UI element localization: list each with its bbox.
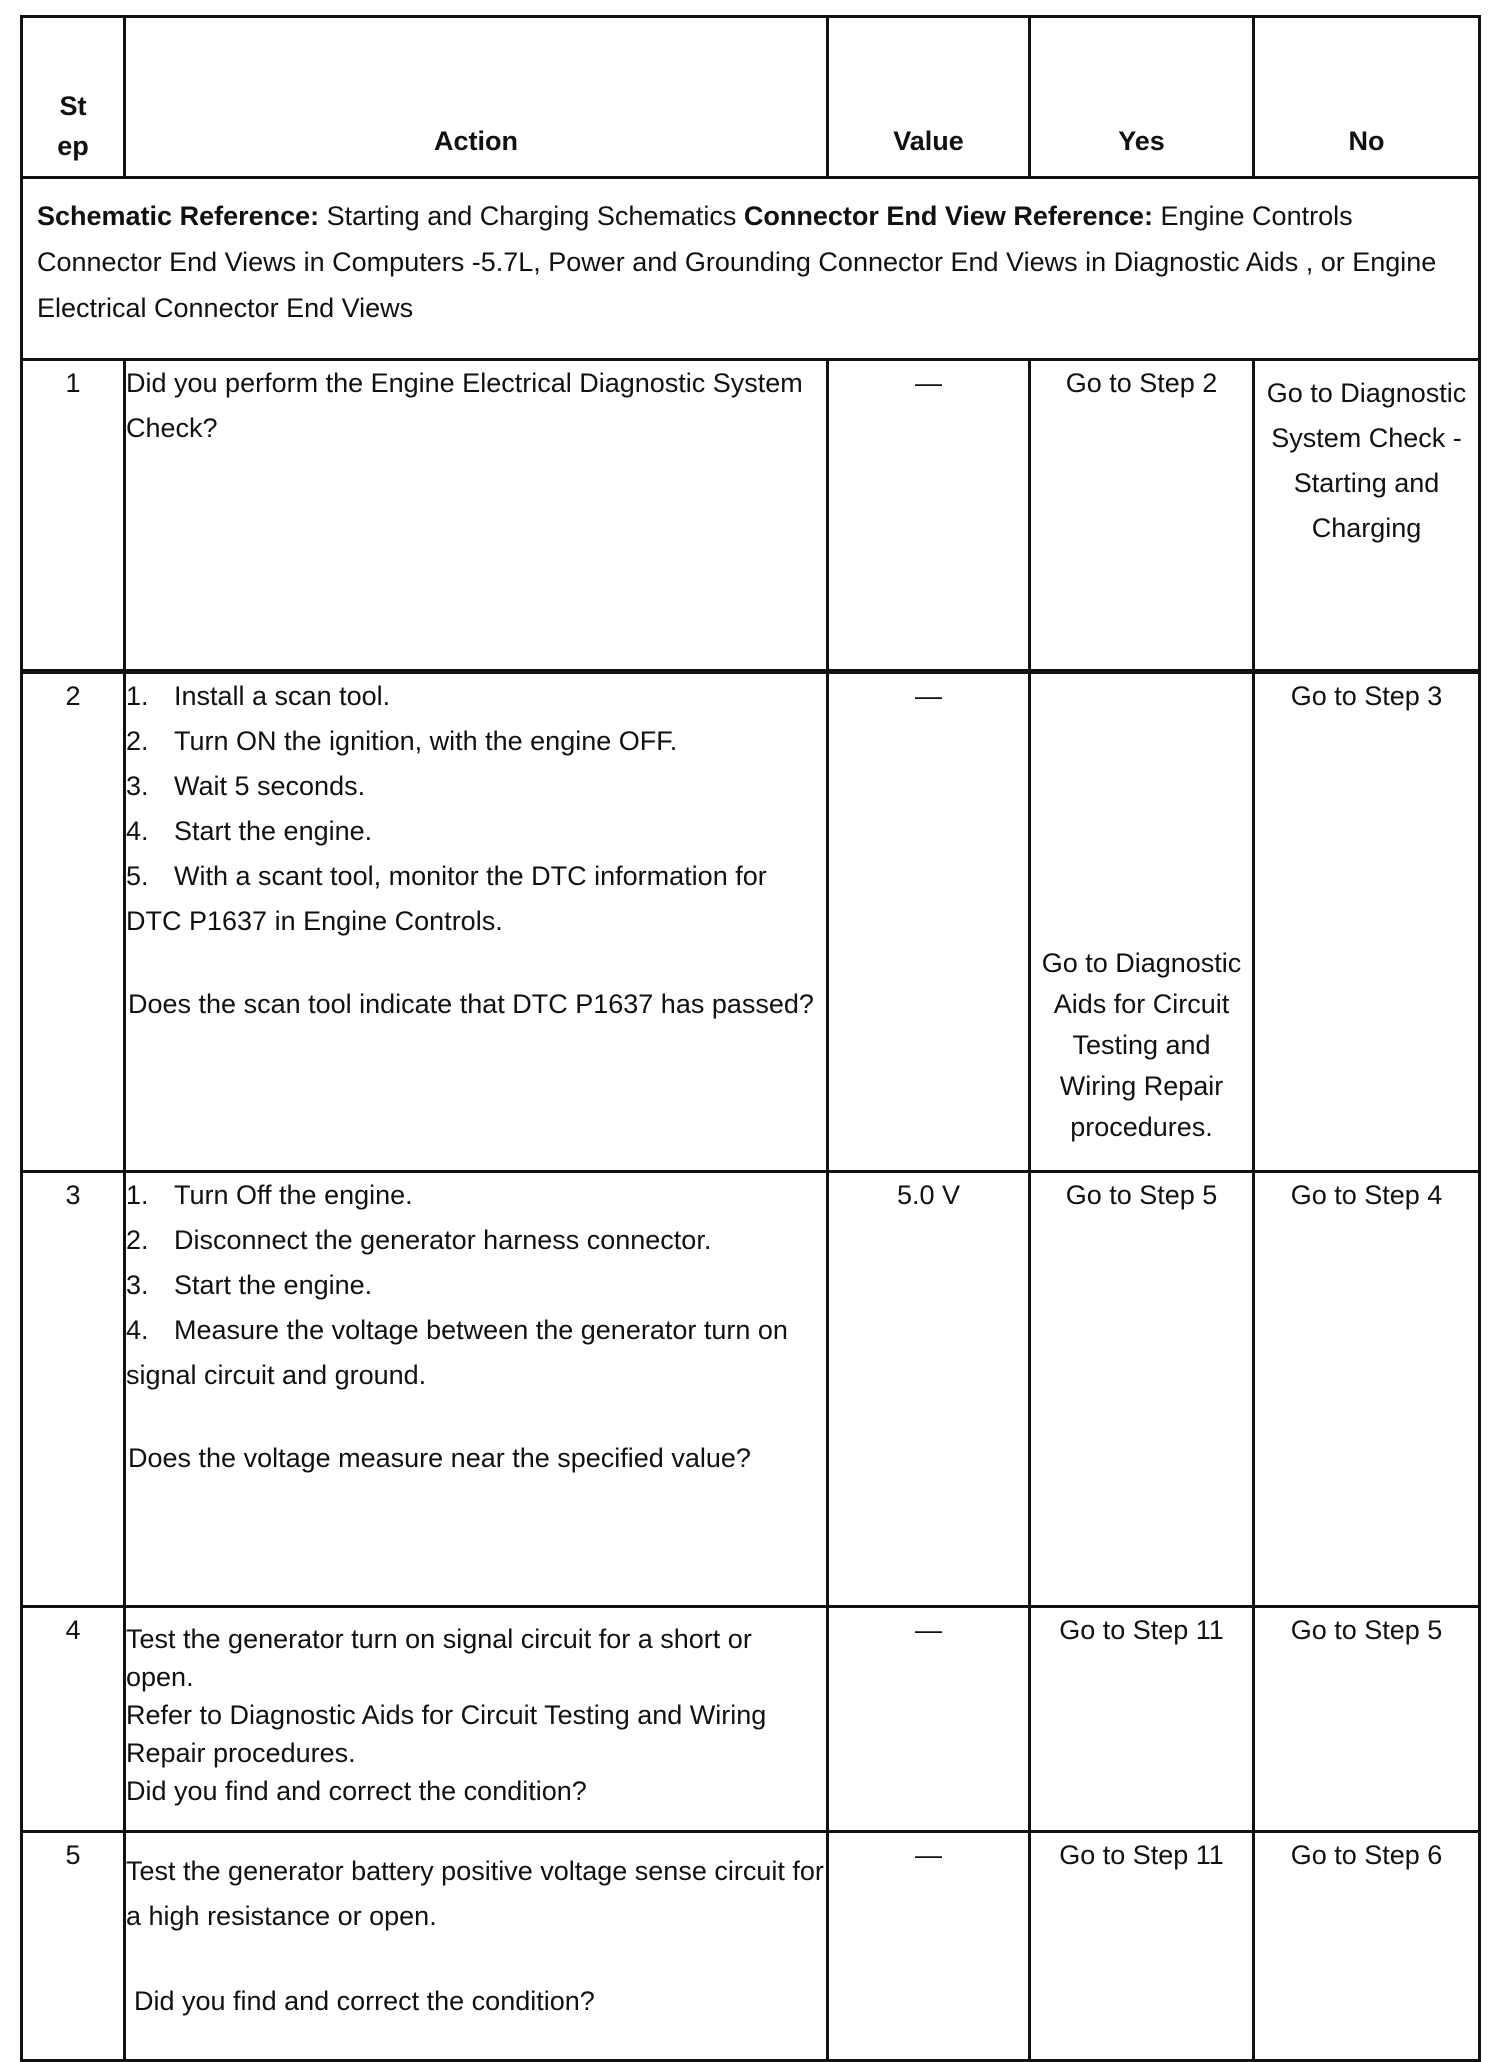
schematic-reference-label: Schematic Reference:	[37, 201, 320, 231]
value-cell: —	[828, 1832, 1030, 2061]
question-text: Did you find and correct the condition?	[126, 1776, 587, 1806]
value-cell: —	[828, 360, 1030, 672]
action-text: Test the generator turn on signal circuit for a short or open.	[126, 1624, 752, 1692]
list-item: 3. Start the engine.	[126, 1270, 373, 1300]
question-text: Did you find and correct the condition?	[134, 1986, 595, 2016]
table-row	[22, 1607, 1480, 1832]
step-number: 2	[22, 672, 125, 1172]
action-cell	[125, 1607, 828, 1832]
header-yes: Yes	[1030, 17, 1254, 178]
step-number: 1	[22, 360, 125, 672]
action-text: Test the generator battery positive voltage sense circuit for a high resistance or open.	[126, 1856, 824, 1931]
step-number: 5	[22, 1832, 125, 2061]
reference-row	[22, 178, 1480, 360]
no-cell: Go to Diagnostic System Check - Starting and Charging	[1254, 360, 1480, 672]
no-cell: Go to Step 4	[1254, 1172, 1480, 1607]
connector-reference-label: Connector End View Reference:	[743, 201, 1153, 231]
header-no: No	[1254, 17, 1480, 178]
list-item: 1. Turn Off the engine.	[126, 1180, 413, 1210]
list-item: 3. Wait 5 seconds.	[126, 771, 366, 801]
question-text: Does the voltage measure near the specified value?	[128, 1443, 751, 1473]
no-cell: Go to Step 5	[1254, 1607, 1480, 1832]
schematic-reference-text: Starting and Charging Schematics	[319, 201, 744, 231]
yes-cell: Go to Step 2	[1030, 360, 1254, 672]
header-row	[22, 17, 1480, 178]
no-cell: Go to Step 6	[1254, 1832, 1480, 2061]
header-action: Action	[125, 17, 828, 178]
yes-cell: Go to Diagnostic Aids for Circuit Testing and Wiring Repair procedures.	[1030, 672, 1254, 1172]
action-cell	[125, 672, 828, 1172]
table-row	[22, 360, 1480, 672]
yes-cell: Go to Step 11	[1030, 1607, 1254, 1832]
value-cell: —	[828, 672, 1030, 1172]
table-row	[22, 672, 1480, 1172]
header-step: St ep	[22, 17, 125, 178]
list-item: 4. Start the engine.	[126, 816, 373, 846]
list-item: 2. Disconnect the generator harness connector.	[126, 1225, 712, 1255]
yes-cell: Go to Step 11	[1030, 1832, 1254, 2061]
list-item: 4. Measure the voltage between the generator turn on signal circuit and ground.	[126, 1315, 788, 1390]
action-cell	[125, 1172, 828, 1607]
value-cell: —	[828, 1607, 1030, 1832]
list-item: 2. Turn ON the ignition, with the engine OFF.	[126, 726, 678, 756]
action-cell	[125, 360, 828, 672]
list-item: 5. With a scant tool, monitor the DTC information for DTC P1637 in Engine Controls.	[126, 861, 767, 936]
list-item: 1. Install a scan tool.	[126, 681, 391, 711]
value-cell: 5.0 V	[828, 1172, 1030, 1607]
step-number: 3	[22, 1172, 125, 1607]
action-text: Did you perform the Engine Electrical Diagnostic System Check?	[126, 368, 803, 443]
table-row	[22, 1832, 1480, 2061]
reference-cell	[22, 178, 1480, 360]
action-cell	[125, 1832, 828, 2061]
step-number: 4	[22, 1607, 125, 1832]
connector-reference-text: Engine Controls Connector End Views in Computers -5.7L, Power and Grounding Connector End Views in Diagnostic Aids , or Engine Electrical Connector End Views	[37, 201, 1437, 323]
action-reference-text: Refer to Diagnostic Aids for Circuit Testing and Wiring Repair procedures.	[126, 1700, 767, 1768]
table-row	[22, 1172, 1480, 1607]
no-cell: Go to Step 3	[1254, 672, 1480, 1172]
question-text: Does the scan tool indicate that DTC P1637 has passed?	[128, 989, 814, 1019]
header-value: Value	[828, 17, 1030, 178]
diagnostic-table	[20, 15, 1481, 2062]
yes-cell: Go to Step 5	[1030, 1172, 1254, 1607]
